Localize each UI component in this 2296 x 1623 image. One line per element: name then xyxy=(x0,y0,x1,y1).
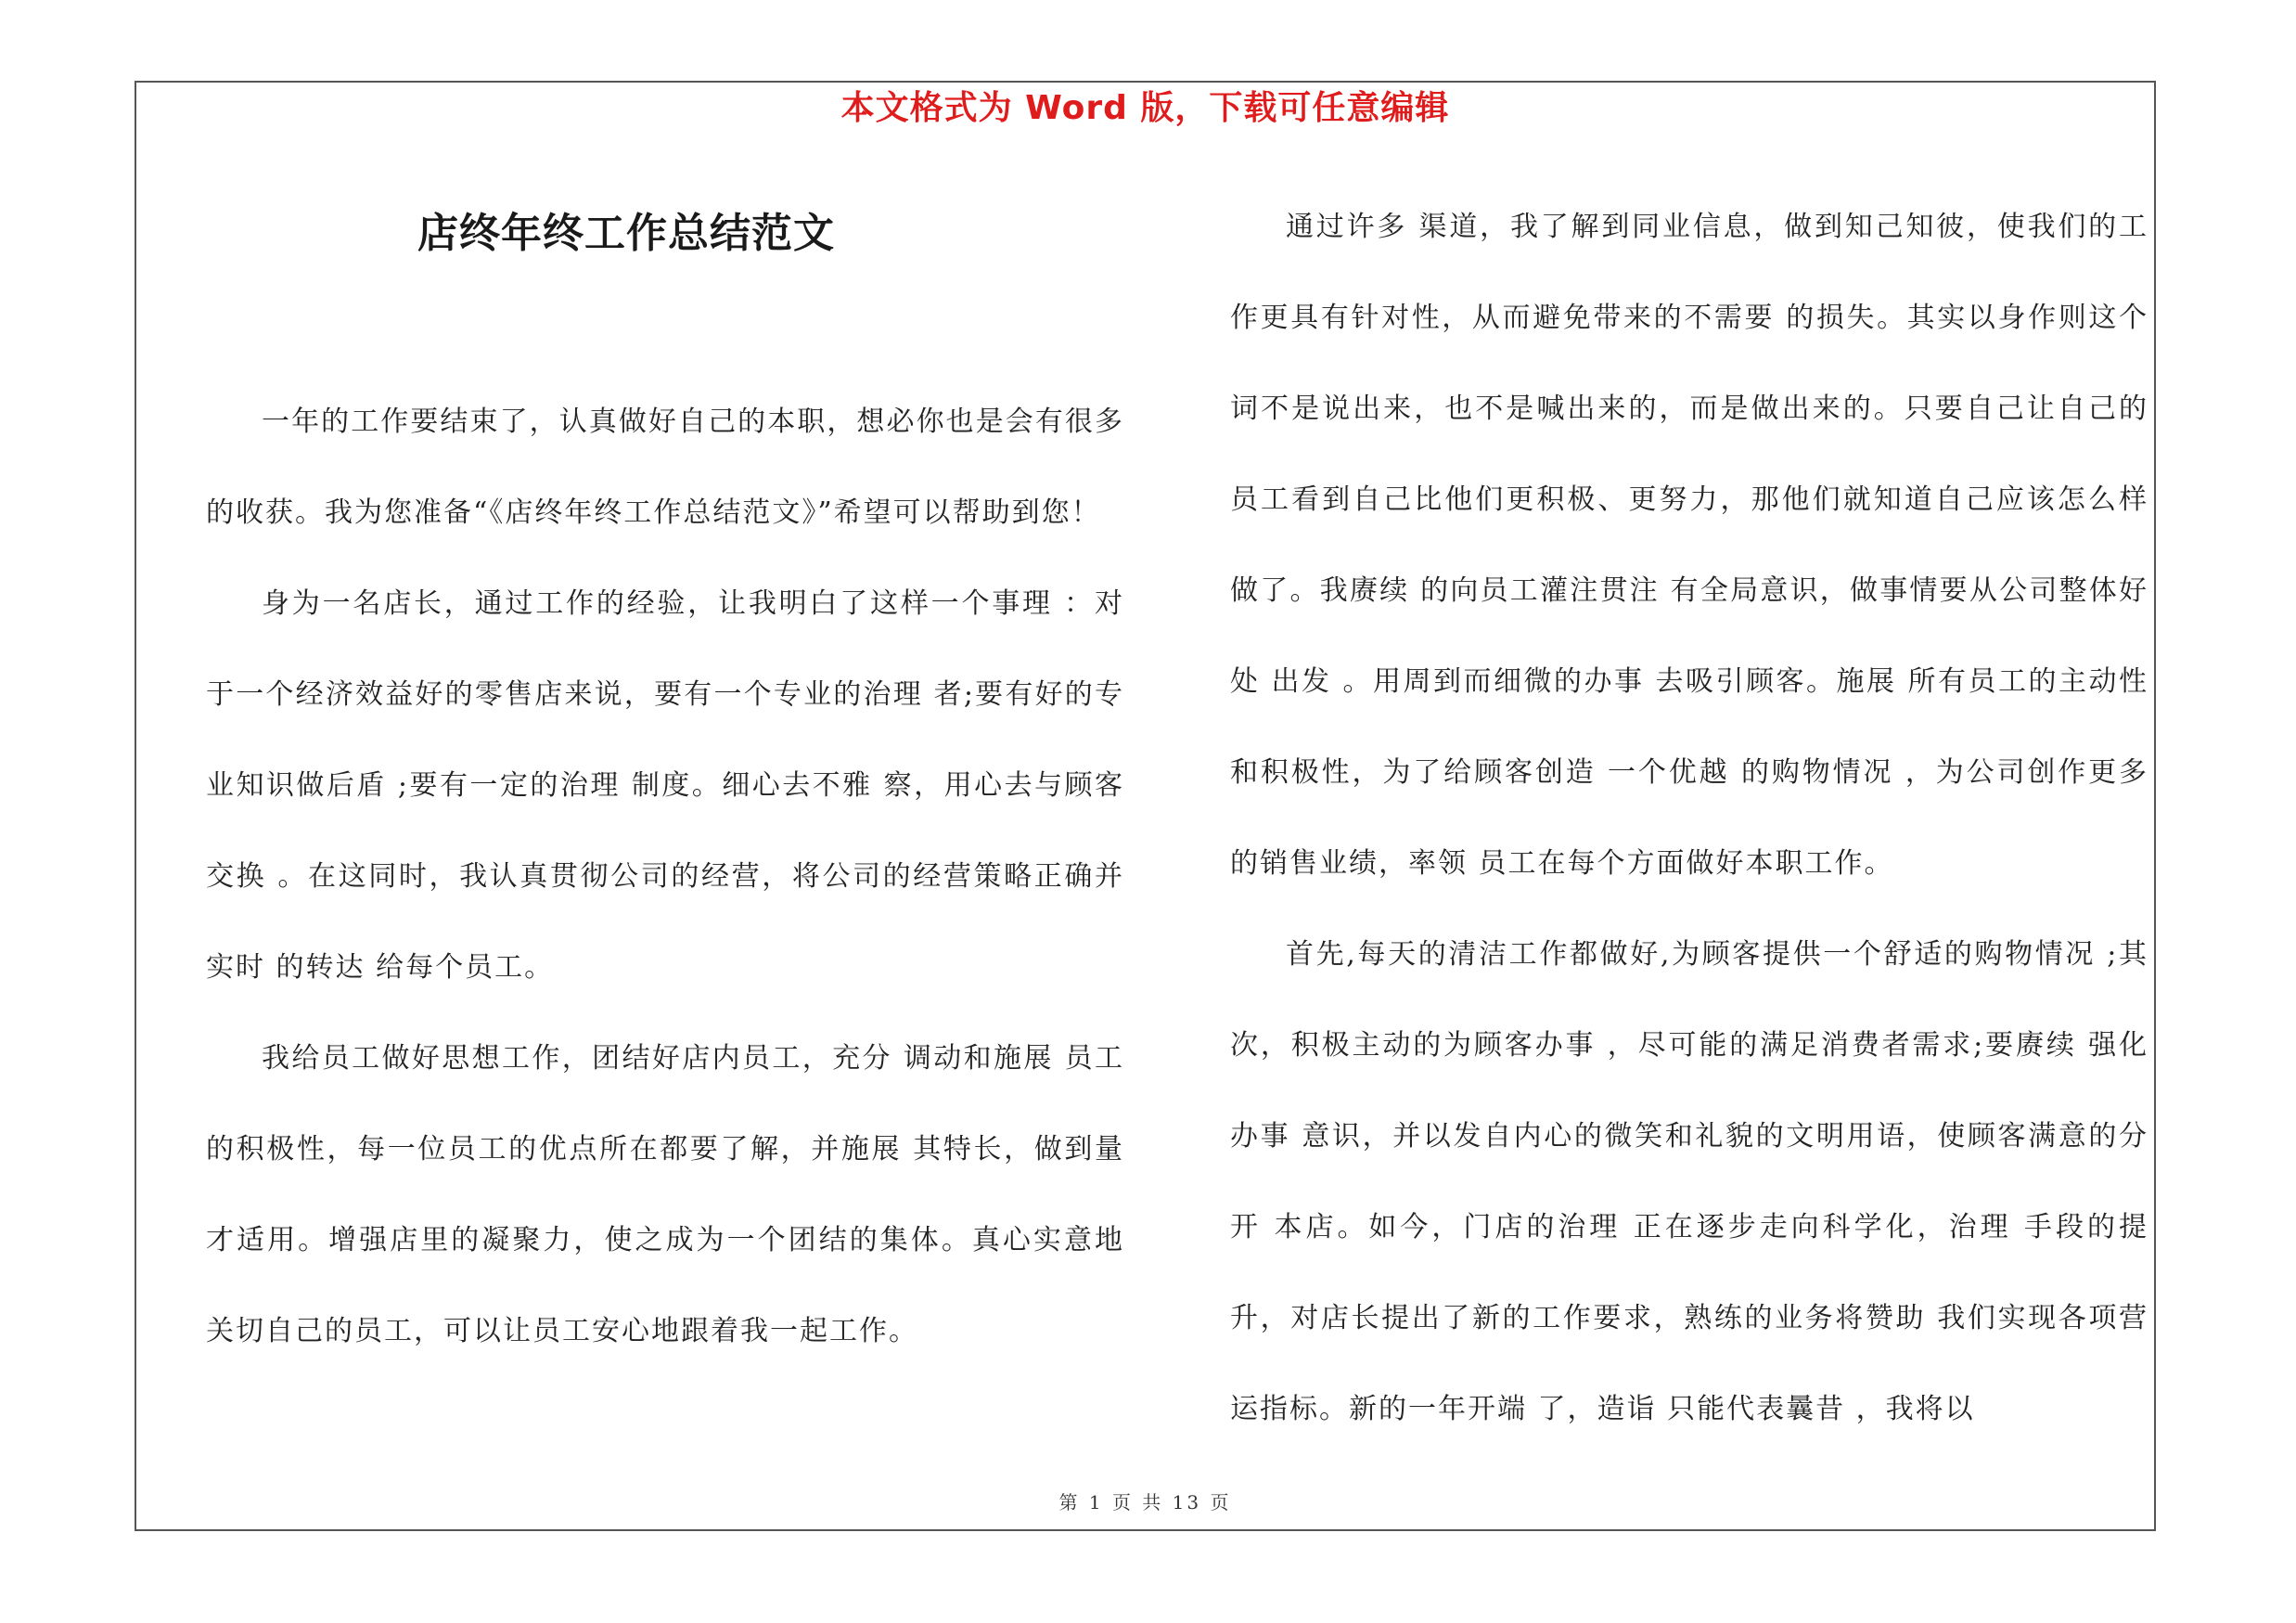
page-number: 第 1 页 共 13 页 xyxy=(1058,1491,1232,1514)
paragraph: 首先,每天的清洁工作都做好,为顾客提供一个舒适的购物情况 ;其次，积极主动的为顾客办事 ，尽可能的满足消费者需求;要赓续 强化办事 意识，并以发自内心的微笑和礼貌的文明用语，使顾客满意的分开 本店。如今，门店的治理 正在逐步走向科学化，治理 手段的提升，对店长提出了新的工作要求，熟练的业务将赞助 我们实现各项营运指标。新的一年开端 了，造诣 只能代表曩昔 ，我将以 xyxy=(1230,938,2148,1425)
left-column xyxy=(206,182,1124,1377)
document-title: 店终年终工作总结范文 xyxy=(417,210,835,257)
right-column xyxy=(1230,182,2148,1455)
paragraph: 通过许多 渠道，我了解到同业信息，做到知己知彼，使我们的工作更具有针对性，从而避免带来的不需要 的损失。其实以身作则这个词不是说出来，也不是喊出来的，而是做出来的。只要自己让自己的员工看到自己比他们更积极、更努力，那他们就知道自己应该怎么样做了。我赓续 的向员工灌注贯注 有全局意识，做事情要从公司整体好处 出发 。用周到而细微的办事 去吸引顾客。施展 所有员工的主动性和积极性，为了给顾客创造 一个优越 的购物情况 ，为公司创作更多的销售业绩，率领 员工在每个方面做好本职工作。 xyxy=(1230,211,2148,880)
word-format-banner: 本文格式为 Word 版，下载可任意编辑 xyxy=(840,89,1450,127)
paragraph: 一年的工作要结束了，认真做好自己的本职，想必你也是会有很多的收获。我为您准备“《店终年终工作总结范文》”希望可以帮助到您！ xyxy=(206,406,1124,529)
paragraph: 身为一名店长，通过工作的经验，让我明白了这样一个事理 ：对于一个经济效益好的零售店来说，要有一个专业的治理 者;要有好的专业知识做后盾 ;要有一定的治理 制度。细心去不雅 察，用心去与顾客交换 。在这同时，我认真贯彻公司的经营，将公司的经营策略正确并实时 的转达 给每个员工。 xyxy=(206,587,1124,984)
paragraph: 我给员工做好思想工作，团结好店内员工，充分 调动和施展 员工的积极性，每一位员工的优点所在都要了解，并施展 其特长，做到量才适用。增强店里的凝聚力，使之成为一个团结的集体。真心实意地关切自己的员工，可以让员工安心地跟着我一起工作。 xyxy=(206,1042,1124,1347)
